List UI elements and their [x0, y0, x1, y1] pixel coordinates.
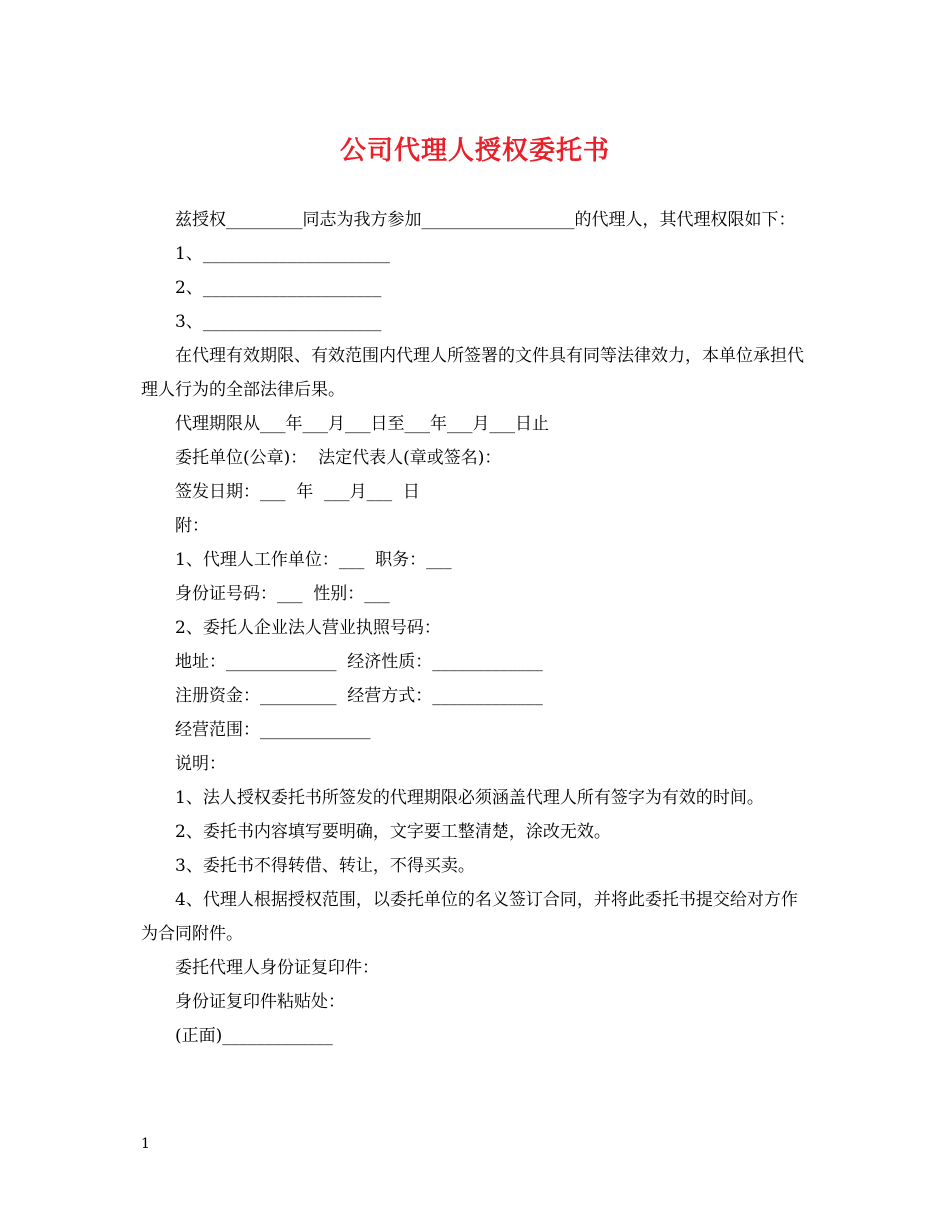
- paragraph-item-3: 3、_____________________: [175, 312, 382, 332]
- paragraph-id-paste-area: 身份证复印件粘贴处：: [175, 992, 345, 1012]
- paragraph-note-2: 2、委托书内容填写要明确，文字要工整清楚，涂改无效。: [175, 822, 611, 842]
- paragraph-item-2: 2、_____________________: [175, 278, 382, 298]
- paragraph-business-scope: 经营范围：_____________: [175, 720, 371, 740]
- paragraph-agent-workplace: 1、代理人工作单位：___ 职务：___: [175, 550, 452, 570]
- paragraph-item-1: 1、______________________: [175, 244, 390, 264]
- paragraph-license-number: 2、委托人企业法人营业执照号码：: [175, 618, 441, 638]
- paragraph-authorization: 兹授权_________同志为我方参加__________________的代理人，其代理权限如下：: [175, 210, 796, 230]
- paragraph-id-copy: 委托代理人身份证复印件：: [175, 958, 379, 978]
- paragraph-issue-date: 签发日期：___ 年 ___月___ 日: [175, 482, 420, 502]
- paragraph-entrusting-unit: 委托单位(公章)： 法定代表人(章或签名)：: [175, 448, 502, 468]
- paragraph-term: 代理期限从___年___月___日至___年___月___日止: [175, 414, 549, 434]
- paragraph-legal-effect: 在代理有效期限、有效范围内代理人所签署的文件具有同等法律效力，本单位承担代理人行为的全部法律后果。: [141, 346, 804, 400]
- document-title: 公司代理人授权委托书: [339, 136, 610, 166]
- document-body: [141, 203, 813, 1053]
- paragraph-note-3: 3、委托书不得转借、转让，不得买卖。: [175, 856, 475, 876]
- paragraph-id-number: 身份证号码：___ 性别：___: [175, 584, 390, 604]
- paragraph-notes-heading: 说明：: [175, 754, 226, 774]
- paragraph-address: 地址：_____________ 经济性质：_____________: [175, 652, 543, 672]
- page-number: 1: [141, 1136, 150, 1152]
- paragraph-note-1: 1、法人授权委托书所签发的代理期限必须涵盖代理人所有签字为有效的时间。: [175, 788, 764, 808]
- paragraph-note-4: 4、代理人根据授权范围，以委托单位的名义签订合同，并将此委托书提交给对方作为合同附件。: [141, 890, 798, 944]
- paragraph-front-side: (正面)_____________: [175, 1026, 333, 1046]
- paragraph-capital: 注册资金：_________ 经营方式：_____________: [175, 686, 543, 706]
- paragraph-appendix: 附：: [175, 516, 209, 536]
